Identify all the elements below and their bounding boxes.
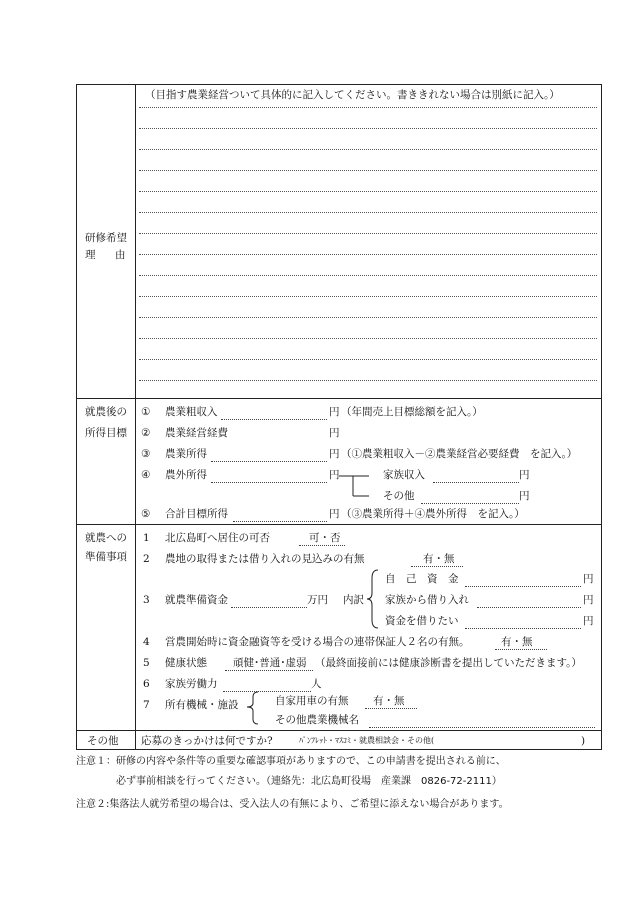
income-unit: 円 <box>329 448 340 460</box>
family-income-field[interactable] <box>433 482 519 483</box>
recruit-close-paren: ) <box>581 735 586 747</box>
income-item-num: ① <box>141 406 151 418</box>
family-loan-field[interactable] <box>477 607 581 608</box>
car-label: 自家用車の有無 <box>275 695 349 707</box>
machinery-label: その他農業機械名 <box>275 714 359 726</box>
farm-income-field[interactable] <box>211 461 327 462</box>
residence-choice[interactable]: 可・否 <box>309 532 341 544</box>
reason-writing-line[interactable] <box>139 233 597 234</box>
income-note: （年間売上目標総額を記入。） <box>341 406 483 418</box>
machinery-brace <box>247 691 261 725</box>
prep-label-line1: 就農への <box>85 532 127 544</box>
income-item-name: 農業所得 <box>165 448 207 460</box>
reason-writing-line[interactable] <box>139 380 597 381</box>
total-income-field[interactable] <box>233 521 327 522</box>
subunit: 円 <box>583 615 594 627</box>
note-2: 注意２:集落法人就労希望の場合は、受入法人の有無により、ご希望に添えない場合があります。 <box>76 799 509 810</box>
income-unit: 円 <box>329 427 340 439</box>
application-table <box>76 84 602 750</box>
recruit-question: 応募のきっかけは何ですか? <box>141 735 273 747</box>
health-note: （最終面接前には健康診断書を提出していただきます。） <box>315 657 582 669</box>
income-split-bracket <box>339 475 373 499</box>
family-labor-field[interactable] <box>223 691 311 692</box>
health-choice[interactable]: 頑健･普通･虚弱 <box>233 657 307 669</box>
prep-item-num: 1 <box>143 532 150 544</box>
income-unit: 円 <box>519 469 530 481</box>
prep-item-text: 農地の取得または借り入れの見込みの有無 <box>165 553 365 565</box>
column-divider <box>135 85 136 749</box>
choice-underline <box>495 649 547 650</box>
guarantor-choice[interactable]: 有・無 <box>501 636 533 648</box>
prep-item-text: 営農開始時に資金融資等を受ける場合の連帯保証人２名の有無。 <box>165 636 470 648</box>
other-income-field[interactable] <box>421 503 519 504</box>
row-divider <box>77 398 601 399</box>
reason-writing-line[interactable] <box>139 254 597 255</box>
reason-label-line1: 研修希望 <box>85 232 127 244</box>
reason-writing-line[interactable] <box>139 128 597 129</box>
reason-label-yu: 由 <box>115 249 126 261</box>
reason-writing-line[interactable] <box>139 107 597 108</box>
income-item-name: 農業経営経費 <box>165 427 228 439</box>
prep-item-num: 7 <box>143 699 150 711</box>
prep-item-text: 北広島町へ居住の可否 <box>165 532 270 544</box>
borrow-field[interactable] <box>465 628 581 629</box>
family-loan-label: 家族から借り入れ <box>385 594 469 606</box>
prep-item-num: 3 <box>143 594 150 606</box>
own-funds-field[interactable] <box>465 586 581 587</box>
reason-writing-line[interactable] <box>139 191 597 192</box>
machinery-field[interactable] <box>369 727 595 728</box>
income-label-line1: 就農後の <box>85 406 127 418</box>
reason-writing-line[interactable] <box>139 338 597 339</box>
farmland-choice[interactable]: 有・無 <box>423 553 455 565</box>
family-income-label: 家族収入 <box>383 469 425 481</box>
reason-writing-line[interactable] <box>139 275 597 276</box>
income-unit: 円 <box>329 406 340 418</box>
reason-writing-line[interactable] <box>139 170 597 171</box>
reason-writing-line[interactable] <box>139 212 597 213</box>
subunit: 円 <box>583 594 594 606</box>
expenses-field[interactable] <box>233 440 327 441</box>
income-item-name: 農外所得 <box>165 469 207 481</box>
car-choice[interactable]: 有・無 <box>373 695 405 707</box>
prep-item-text: 就農準備資金 <box>165 594 228 606</box>
other-income-label: その他 <box>383 490 415 502</box>
choice-underline <box>299 545 345 546</box>
income-item-num: ③ <box>141 448 151 460</box>
income-item-num: ⑤ <box>141 508 151 520</box>
reason-writing-line[interactable] <box>139 296 597 297</box>
reason-writing-line[interactable] <box>139 317 597 318</box>
choice-underline <box>225 670 313 671</box>
breakdown-label: 内訳 <box>343 594 364 606</box>
prep-item-text: 健康状態 <box>165 657 207 669</box>
note-1-line-2: 必ず事前相談を行ってください。（連絡先：北広島町役場 産業課 0826-72-2111） <box>116 776 502 787</box>
recruit-options[interactable]: ﾊﾟﾝﾌﾚｯﾄ・ﾏｽｺﾐ・就農相談会・その他( <box>299 736 435 745</box>
prep-item-num: 5 <box>143 657 150 669</box>
note-1-line-1: 注意１：研修の内容や条件等の重要な確認事項がありますので、この申請書を提出される前に、 <box>76 756 506 767</box>
subunit: 円 <box>583 573 594 585</box>
own-funds-label: 自 己 資 金 <box>385 573 459 585</box>
income-item-num: ④ <box>141 469 151 481</box>
borrow-label: 資金を借りたい <box>385 615 459 627</box>
prep-item-text: 家族労働力 <box>165 678 218 690</box>
prep-funds-unit: 万円 <box>307 594 328 606</box>
choice-underline <box>411 566 463 567</box>
breakdown-brace <box>367 569 381 629</box>
prep-item-num: 6 <box>143 678 150 690</box>
income-label-line2: 所得目標 <box>85 427 127 439</box>
reason-writing-line[interactable] <box>139 359 597 360</box>
income-item-name: 農業粗収入 <box>165 406 218 418</box>
other-label: その他 <box>87 735 119 747</box>
choice-underline <box>365 708 417 709</box>
reason-label-ri: 理 <box>85 249 96 261</box>
income-note: （③農業所得＋④農外所得 を記入。） <box>341 508 525 520</box>
row-divider <box>77 524 601 525</box>
prep-item-num: 2 <box>143 553 150 565</box>
income-note: （①農業粗収入－②農業経営必要経費 を記入。） <box>341 448 578 460</box>
prep-funds-field[interactable] <box>231 607 307 608</box>
family-labor-unit: 人 <box>311 678 322 690</box>
reason-writing-line[interactable] <box>139 149 597 150</box>
reason-instruction: （目指す農業経営ついて具体的に記入してください。書ききれない場合は別紙に記入。） <box>145 89 560 101</box>
row-divider <box>77 730 601 731</box>
prep-label-line2: 準備事項 <box>85 551 127 563</box>
gross-income-field[interactable] <box>221 419 327 420</box>
income-unit: 円 <box>329 508 340 520</box>
prep-item-text: 所有機械・施設 <box>165 699 239 711</box>
income-unit: 円 <box>329 469 340 481</box>
income-unit: 円 <box>519 490 530 502</box>
nonfarm-income-field[interactable] <box>211 482 327 483</box>
income-item-num: ② <box>141 427 151 439</box>
income-item-name: 合計目標所得 <box>165 508 228 520</box>
prep-item-num: 4 <box>143 636 150 648</box>
